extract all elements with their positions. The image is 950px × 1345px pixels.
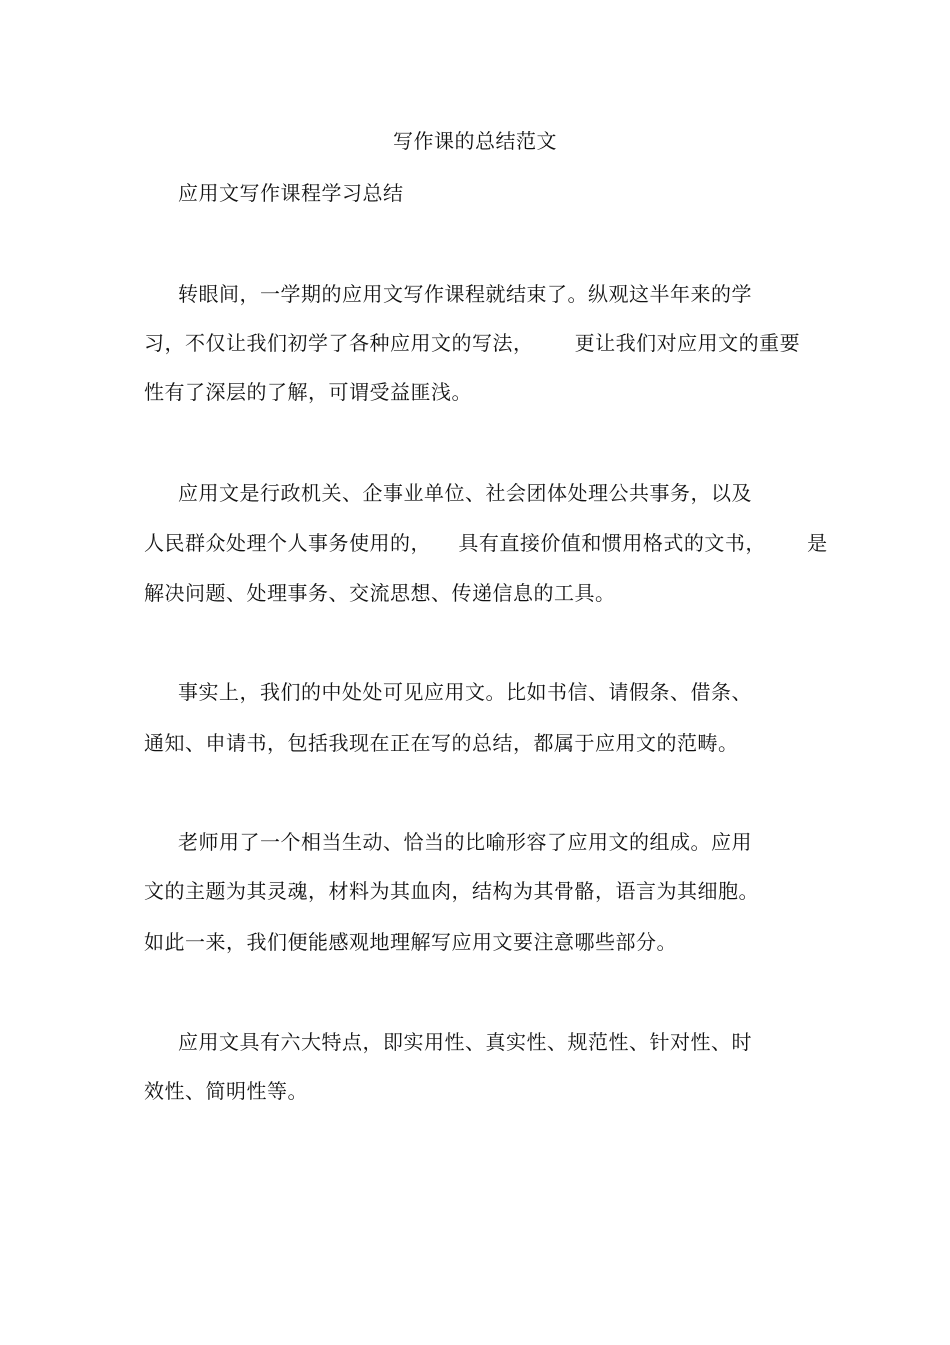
document-title: 写作课的总结范文	[393, 129, 557, 153]
paragraph-4-line-3: 如此一来，我们便能感观地理解写应用文要注意哪些部分。	[144, 930, 677, 954]
paragraph-4-line-1: 老师用了一个相当生动、恰当的比喻形容了应用文的组成。应用	[178, 830, 752, 854]
paragraph-5-line-2: 效性、简明性等。	[144, 1079, 308, 1103]
paragraph-1-line-3: 性有了深层的了解，可谓受益匪浅。	[144, 380, 472, 404]
paragraph-2-line-2: 人民群众处理个人事务使用的， 具有直接价值和惯用格式的文书， 是	[144, 531, 828, 555]
document-subtitle: 应用文写作课程学习总结	[178, 181, 404, 205]
paragraph-2-line-3: 解决问题、处理事务、交流思想、传递信息的工具。	[144, 581, 616, 605]
paragraph-5-line-1: 应用文具有六大特点，即实用性、真实性、规范性、针对性、时	[178, 1030, 752, 1054]
paragraph-1-line-2: 习，不仅让我们初学了各种应用文的写法， 更让我们对应用文的重要	[144, 331, 801, 355]
paragraph-3-line-1: 事实上，我们的中处处可见应用文。比如书信、请假条、借条、	[178, 680, 752, 704]
paragraph-1-line-1: 转眼间，一学期的应用文写作课程就结束了。纵观这半年来的学	[178, 282, 752, 306]
paragraph-3-line-2: 通知、申请书，包括我现在正在写的总结，都属于应用文的范畴。	[144, 731, 739, 755]
paragraph-4-line-2: 文的主题为其灵魂，材料为其血肉，结构为其骨骼，语言为其细胞。	[144, 879, 759, 903]
paragraph-2-line-1: 应用文是行政机关、企事业单位、社会团体处理公共事务，以及	[178, 481, 752, 505]
